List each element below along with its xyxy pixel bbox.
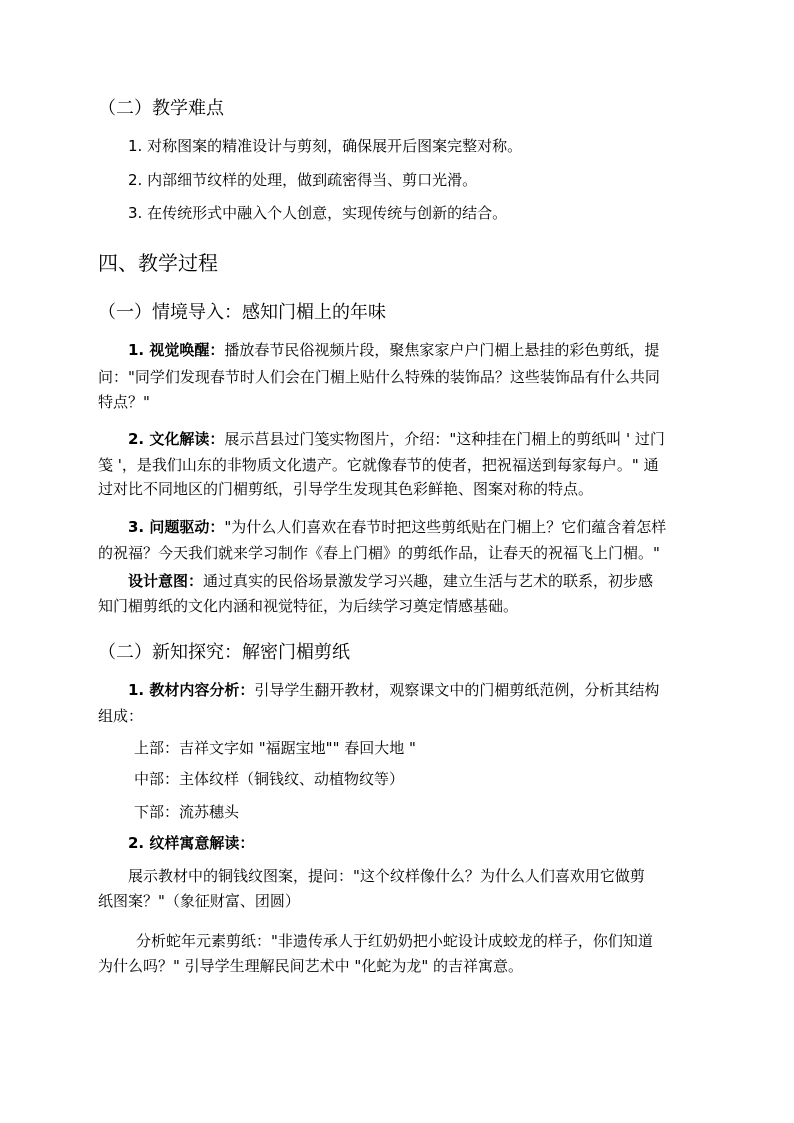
structure-item-middle: 中部：主体纹样（铜钱纹、动植物纹等） — [134, 770, 405, 788]
paragraph-culture-line-2: 笺 '，是我们山东的非物质文化遗产。它就像春节的使者，把祝福送到每家每户。" 通 — [98, 456, 659, 474]
paragraph-design-line-1 — [128, 571, 653, 591]
paragraph-culture-line-1 — [128, 429, 665, 449]
paragraph-pattern-line-2: 纸图案？"（象征财富、团圆） — [98, 892, 300, 910]
difficulty-item-3: 3. 在传统形式中融入个人创意，实现传统与创新的结合。 — [128, 204, 508, 222]
paragraph-pattern-line-1: 展示教材中的铜钱纹图案，提问："这个纹样像什么？为什么人们喜欢用它做剪 — [128, 867, 645, 885]
paragraph-visual-line-2: 问："同学们发现春节时人们会在门楣上贴什么特殊的装饰品？这些装饰品有什么共同 — [98, 368, 660, 386]
structure-item-top: 上部：吉祥文字如 "福踞宝地"" 春回大地 " — [134, 739, 416, 757]
structure-item-bottom: 下部：流苏穗头 — [134, 803, 240, 821]
subsection-heading-intro: （一）情境导入：感知门楣上的年味 — [98, 302, 386, 323]
paragraph-question-line-2: 的祝福？今天我们就来学习制作《春上门楣》的剪纸作品，让春天的祝福飞上门楣。" — [98, 544, 660, 562]
paragraph-design-line-2: 知门楣剪纸的文化内涵和视觉特征，为后续学习奠定情感基础。 — [98, 597, 519, 615]
paragraph-snake-line-2: 为什么吗？" 引导学生理解民间艺术中 "化蛇为龙" 的吉祥寓意。 — [98, 957, 524, 975]
paragraph-label: 1. 教材内容分析： — [128, 681, 255, 699]
paragraph-visual-line-3: 特点？" — [98, 393, 150, 411]
paragraph-textbook-line-1 — [128, 680, 659, 700]
paragraph-text: "为什么人们喜欢在春节时把这些剪纸贴在门楣上？它们蕴含着怎样 — [224, 518, 667, 536]
paragraph-text: 通过真实的民俗场景激发学习兴趣，建立生活与艺术的联系，初步感 — [203, 572, 654, 590]
paragraph-text: 引导学生翻开教材，观察课文中的门楣剪纸范例，分析其结构 — [254, 681, 660, 699]
paragraph-culture-line-3: 过对比不同地区的门楣剪纸，引导学生发现其色彩鲜艳、图案对称的特点。 — [98, 480, 594, 498]
paragraph-label: 设计意图： — [128, 572, 204, 590]
paragraph-label: 2. 文化解读： — [128, 430, 225, 448]
paragraph-text: 播放春节民俗视频片段，聚焦家家户户门楣上悬挂的彩色剪纸，提 — [224, 341, 660, 359]
paragraph-text: 展示莒县过门笺实物图片，介绍："这种挂在门楣上的剪纸叫 ' 过门 — [224, 430, 665, 448]
paragraph-pattern-label: 2. 纹样寓意解读： — [128, 834, 255, 852]
section-heading-process: 四、教学过程 — [98, 251, 218, 275]
paragraph-visual-line-1 — [128, 340, 659, 360]
paragraph-label: 3. 问题驱动： — [128, 518, 225, 536]
section-heading-difficulty: （二）教学难点 — [98, 98, 224, 119]
subsection-heading-explore: （二）新知探究：解密门楣剪纸 — [98, 642, 350, 663]
difficulty-item-1: 1. 对称图案的精准设计与剪刻，确保展开后图案完整对称。 — [128, 137, 523, 155]
paragraph-label: 1. 视觉唤醒： — [128, 341, 225, 359]
paragraph-snake-line-1: 分析蛇年元素剪纸："非遗传承人于红奶奶把小蛇设计成蛟龙的样子，你们知道 — [136, 932, 653, 950]
paragraph-textbook-line-2: 组成： — [98, 707, 144, 725]
difficulty-item-2: 2. 内部细节纹样的处理，做到疏密得当、剪口光滑。 — [128, 171, 478, 189]
paragraph-question-line-1 — [128, 517, 666, 537]
